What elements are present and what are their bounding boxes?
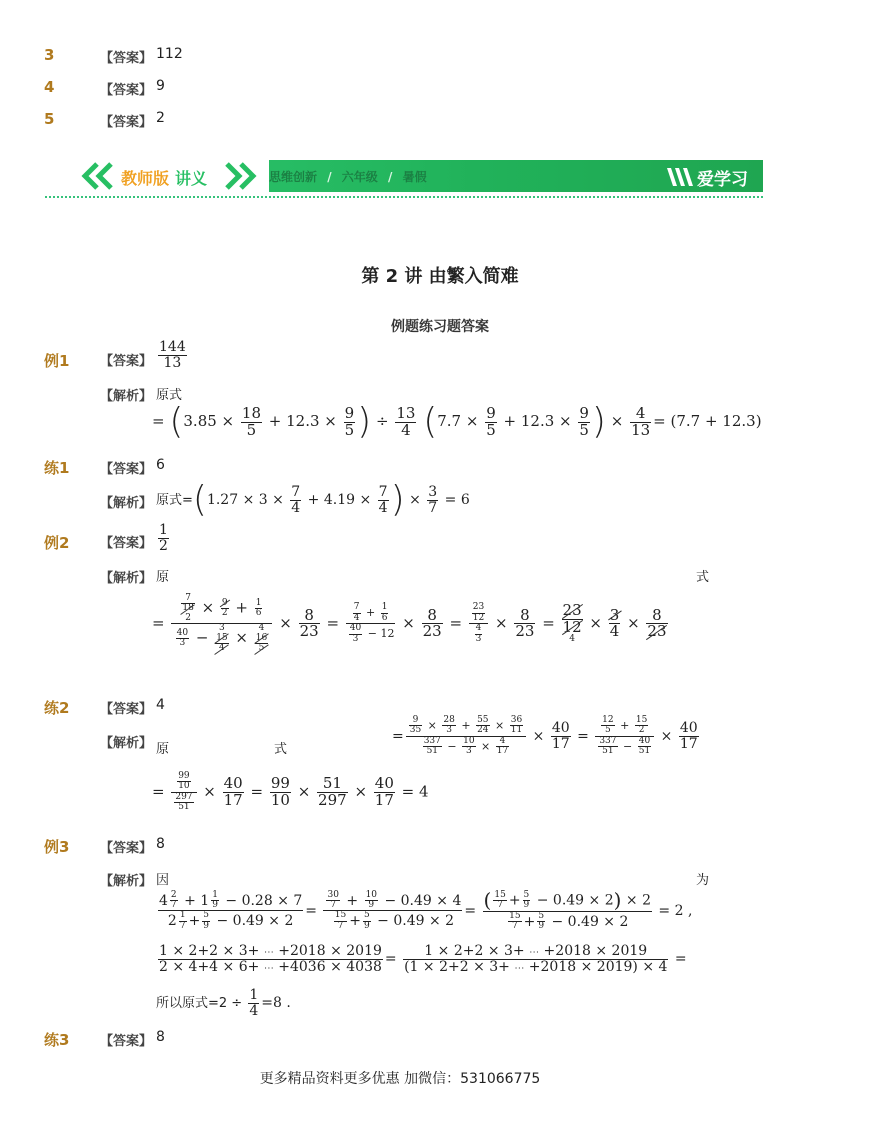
banner-dotted-divider [45, 196, 763, 198]
analysis-text-start: 因 [156, 873, 170, 888]
analysis-text-start: 原 [156, 570, 170, 585]
brand-logo-icon [665, 164, 695, 188]
answer-label: 【答案】 [100, 841, 153, 856]
answer-label: 【答案】 [100, 115, 153, 130]
banner-title-teacher: 教师版 [121, 169, 170, 188]
example-2-number: 例2 [44, 534, 70, 552]
example-3-formula-a: 4 $\frac{2}{7}$ + 1 $\frac{1}{9}$ − 0.28 × 7 2 $\frac{1}{7}$ + $\frac{5}{9}$ − 0.49 × 2 = $\frac{30}{7}$ + $\frac{10}{9}$ − 0.49 × 4 $\frac{15}{7}$ + $\frac{5}{9}$ − 0.49 × 2 = ( $\frac{15}{7}$ + $\frac{5}{9}$ − 0.49 × 2) × 2 $\frac{15}{7}$ + $\frac{5}{9}$ − 0.49 × 2 = 2 , [159, 888, 693, 932]
answer-denominator: 2 [159, 537, 168, 554]
breadcrumb-separator: / [327, 170, 332, 184]
analysis-intro: 原式 [156, 388, 183, 403]
answer-label: 【答案】 [100, 536, 153, 551]
example-1-number: 例1 [44, 352, 70, 370]
analysis-prefix: 原式= [156, 493, 193, 508]
answer-label: 【答案】 [100, 83, 153, 98]
answer-label: 【答案】 [100, 702, 153, 717]
answer-value: 112 [156, 46, 183, 62]
analysis-label: 【解析】 [100, 571, 153, 586]
practice-2-number: 练2 [44, 699, 70, 717]
example-3-formula-b: $\frac{1 \times 2+2 \times 3+ \cdots +2018 \times 2019}{2 \times 4+4 \times 6+ \cdots +4036 \times 4038}$ = $\frac{1 \times 2+2 \times 3+ \cdots +2018 \times 2019}{(1 \times 2+2 \times 3+ \cdots +2018 \times 2019) \times 4}$ = [159, 943, 687, 975]
answer-label: 【答案】 [100, 354, 153, 369]
question-number: 4 [44, 78, 55, 96]
analysis-label: 【解析】 [100, 874, 153, 889]
banner-title-handout: 讲义 [175, 169, 208, 188]
answer-label: 【答案】 [100, 1034, 153, 1049]
breadcrumb [269, 168, 427, 185]
analysis-label: 【解析】 [100, 389, 153, 404]
practice-1-formula: 原式=(1.27 × 3 × $\frac{7}{4}$ + 4.19 × $\frac{7}{4}$ ) × $\frac{3}{7}$ = 6 [156, 479, 470, 520]
analysis-text-start: 原 [156, 742, 170, 757]
lecture-title: 第 2 讲 由繁入简难 [361, 266, 519, 287]
breadcrumb-item: 六年级 [341, 170, 378, 184]
example-1-answer [156, 340, 189, 370]
question-number: 5 [44, 110, 55, 128]
answer-label: 【答案】 [100, 51, 153, 66]
answer-value: 2 [156, 110, 165, 126]
practice-3-answer: 8 [156, 1029, 165, 1045]
brand-name: 爱学习 [697, 170, 748, 190]
analysis-text-end: 为 [696, 873, 710, 888]
example-3-answer: 8 [156, 836, 165, 852]
breadcrumb-separator: / [387, 170, 393, 184]
example-2-answer [156, 523, 171, 553]
analysis-label: 【解析】 [100, 496, 153, 511]
breadcrumb-item: 暑假 [402, 170, 427, 184]
section-title: 例题练习题答案 [391, 319, 489, 335]
double-chevron-left-icon [79, 162, 119, 190]
header-banner [45, 160, 763, 192]
analysis-text-end: 式 [274, 742, 288, 757]
practice-3-number: 练3 [44, 1031, 70, 1049]
practice-1-number: 练1 [44, 459, 70, 477]
question-number: 3 [44, 46, 55, 64]
example-2-formula: = 7 18 2 × $\frac{9}{2}$ + $\frac{1}{6}$ $\frac{40}{3}$ − 3 15 4 × 4 16 5 × $\frac{8}{23}$ = $\frac{7}{4}$ + $\frac{1}{6}$ $\frac{40}{3}$ − 12 × $\frac{8}{23}$ = $\frac{\frac{23}{12}}{\frac{4}{3}}$ × $\frac{8}{23}$ = 23 12 4 × $\frac{3}{4}$ × $\frac{8}{23}$ [152, 593, 667, 654]
example-3-conclusion: 所以原式=2 ÷ $\frac{1}{4}$ =8 . [156, 987, 291, 1019]
footer-promo: 更多精品资料更多优惠 加微信：531066775 [259, 1071, 541, 1087]
practice-2-formula-b: = $\frac{\frac{99}{10}}{\frac{297}{51}}$ × $\frac{40}{17}$ = $\frac{99}{10}$ × $\frac{51}{297}$ × $\frac{40}{17}$ = 4 [152, 771, 429, 813]
conclusion-text: 所以原式=2 ÷ [156, 996, 243, 1012]
example-1-formula: = (3.85 × $\frac{18}{5}$ + 12.3 × $\frac{9}{5}$ ) ÷ $\frac{13}{4}$ (7.7 × $\frac{9}{5}$ + 12.3 × $\frac{9}{5}$ ) × $\frac{4}{13}$ = (7.7 + 12.3) [152, 401, 762, 442]
example-3-number: 例3 [44, 838, 70, 856]
analysis-label: 【解析】 [100, 736, 153, 751]
answer-label: 【答案】 [100, 462, 153, 477]
answer-value: 9 [156, 78, 165, 94]
breadcrumb-item: 思维创新 [269, 170, 318, 184]
answer-numerator: 144 [159, 339, 186, 355]
practice-2-answer: 4 [156, 697, 165, 713]
practice-2-formula-a: = $\frac{9}{35}$ × $\frac{28}{3}$ + $\frac{55}{24}$ × $\frac{36}{11}$ $\frac{337}{51}$ − $\frac{10}{3}$ × $\frac{4}{17}$ × $\frac{40}{17}$ = $\frac{12}{5}$ + $\frac{15}{2}$ $\frac{337}{51}$ − $\frac{40}{51}$ × $\frac{40}{17}$ [392, 715, 698, 757]
practice-1-answer: 6 [156, 457, 165, 473]
double-chevron-right-icon [221, 162, 261, 190]
answer-denominator: 13 [163, 354, 182, 371]
analysis-text-end: 式 [696, 570, 710, 585]
answer-numerator: 1 [159, 522, 168, 538]
